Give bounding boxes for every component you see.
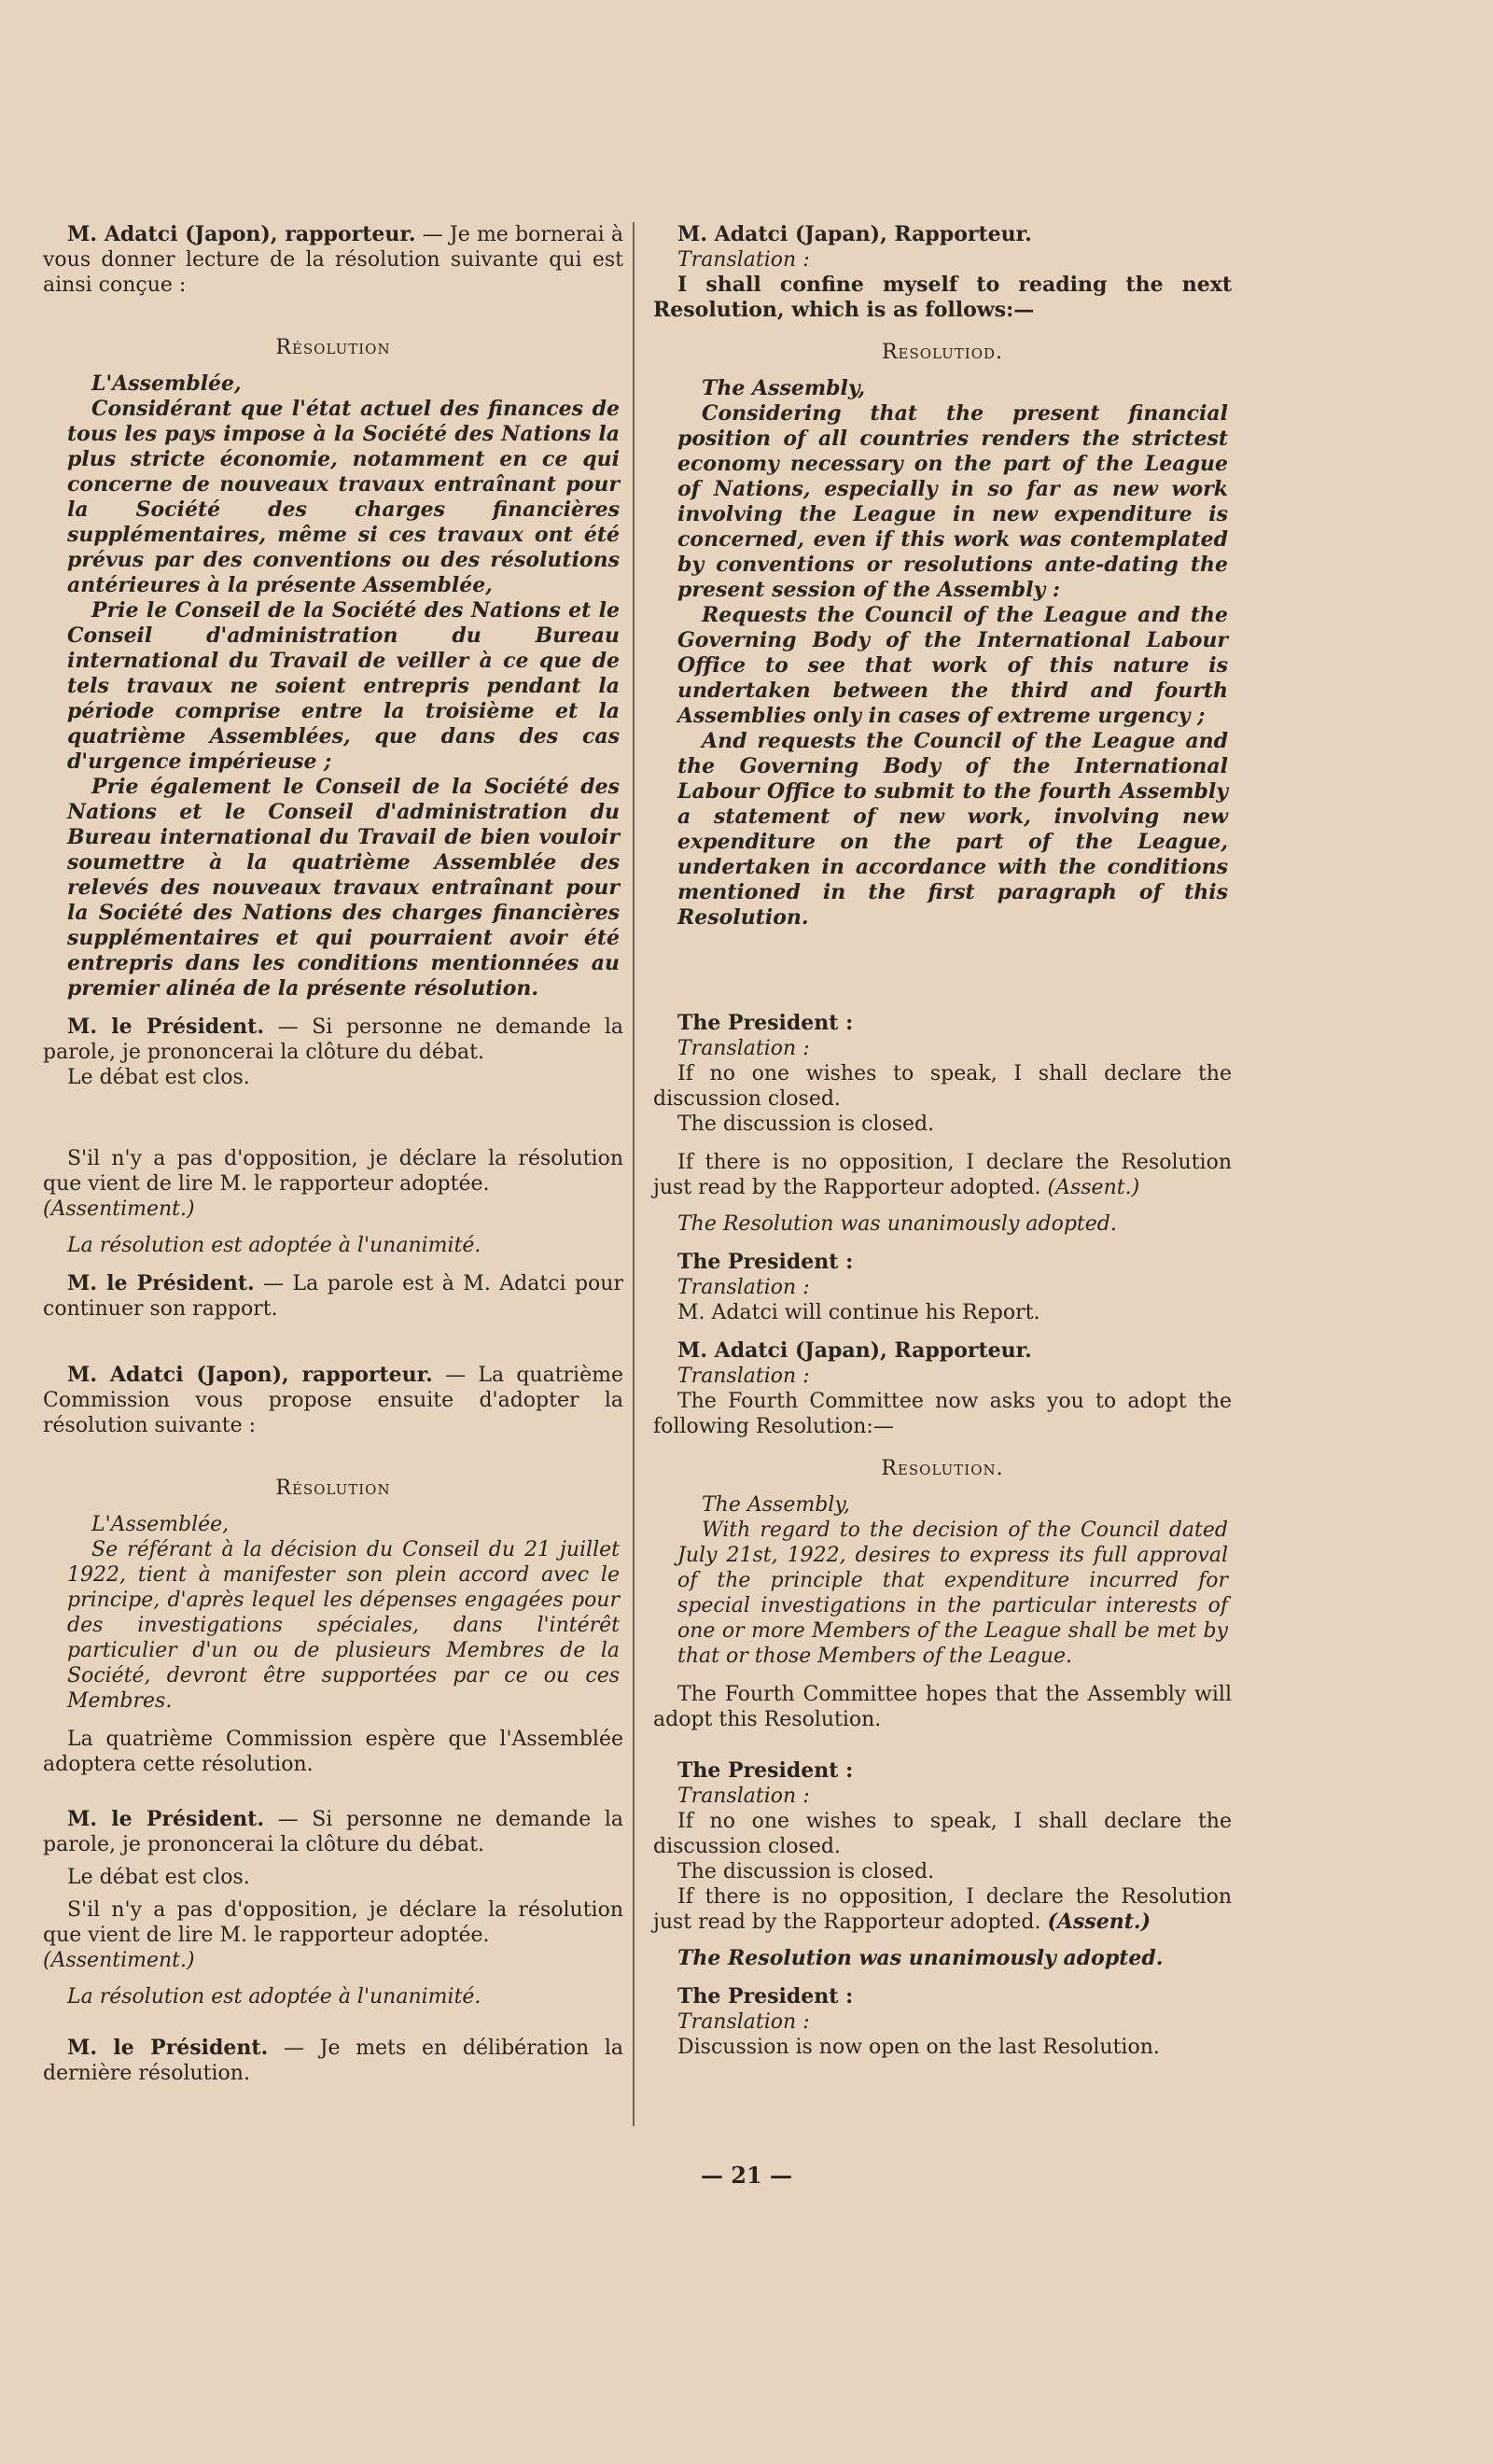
fr-res2-p1: L'Assemblée,	[91, 1513, 230, 1536]
fr-pres2-speaker: M. le Président.	[67, 1271, 255, 1295]
en-adopt1	[653, 1150, 1232, 1200]
fr-res1-body	[43, 371, 623, 1001]
en-pres4-speaker: The President :	[677, 1984, 854, 2009]
en-res1-p4: And requests the Council of the League and the Governing Body of the International Labour Office to submit to the fourth Assembly a statement of new work, involving new expenditure on the part of the League, undertaken in accordance with the conditions mentioned in the first paragraph of this Resolution.	[677, 729, 1228, 930]
en-rapp2-speaker: M. Adatci (Japan), Rapporteur.	[677, 1338, 1032, 1363]
en-pres1-text: If no one wishes to speak, I shall declare the discussion closed.	[653, 1062, 1232, 1111]
fr-intro	[43, 222, 623, 298]
fr-closed2: Le débat est clos.	[67, 1866, 250, 1889]
fr-pres4-speaker: M. le Président.	[67, 2036, 269, 2060]
en-intro-translation: Translation :	[677, 248, 810, 272]
en-res1-body	[653, 376, 1232, 931]
en-res1-p3: Requests the Council of the League and the Governing Body of the International Labour Office to see that work of this nature is undertaken between the third and fourth Assemblies only in cases of extreme urgency ;	[677, 603, 1228, 728]
en-res2-p1: The Assembly,	[702, 1493, 850, 1517]
en-pres3-translation: Translation :	[677, 1785, 810, 1808]
en-pres4-translation: Translation :	[677, 2010, 810, 2034]
page-number: — 21 —	[700, 2162, 793, 2189]
fr-res1-p1: L'Assemblée,	[91, 371, 242, 396]
en-res1-p2: Considering that the present financial position of all countries renders the strictest economy necessary on the part of the League of Nations, especially in so far as new work involving the League in new expenditure is concerned, even if this work was contemplated by conventions or resolutions ante-dating the present session of the Assembly :	[677, 401, 1228, 602]
en-pres3-speaker: The President :	[677, 1758, 854, 1783]
fr-adopt2-assent: (Assentiment.)	[43, 1949, 195, 1972]
en-rapp2-text: The Fourth Committee now asks you to adopt the following Resolution:—	[653, 1390, 1232, 1438]
fr-pres4	[43, 2036, 623, 2086]
en-closed2: The discussion is closed.	[677, 1860, 935, 1883]
fr-pres3	[43, 1807, 623, 1857]
en-pres4-text: Discussion is now open on the last Resolution.	[677, 2036, 1160, 2059]
en-adopt2-text: If there is no opposition, I declare the Resolution just read by the Rapporteur adopted.	[653, 1885, 1232, 1934]
fr-pres4-text: — Je mets en délibération la dernière résolution.	[43, 2037, 623, 2085]
fr-adopt2	[43, 1897, 623, 1973]
fr-pres1-text: — Si personne ne demande la parole, je prononcerai la clôture du débat.	[43, 1015, 623, 1064]
en-res1-heading: Resolutiod.	[881, 341, 1004, 364]
fr-intro-text: — Je me bornerai à vous donner lecture de la résolution suivante qui est ainsi conçue :	[43, 223, 623, 297]
fr-adopted1: La résolution est adoptée à l'unanimité.	[67, 1234, 481, 1257]
en-pres3-text: If no one wishes to speak, I shall declare the discussion closed.	[653, 1810, 1232, 1858]
fr-res2-p2: Se référant à la décision du Conseil du 21 juillet 1922, tient à manifester son plein accord avec le principe, d'après lequel les dépenses engagées pour des investigations spéciales, dans l'intérêt particulier d'un ou de plusieurs Membres de la Société, devront être supportées par ce ou ces Membres.	[67, 1538, 620, 1713]
column-divider	[633, 222, 635, 2126]
fr-res2-heading: Résolution	[275, 1477, 391, 1500]
en-res2-heading: Resolution.	[881, 1457, 1004, 1480]
en-res1-p1: The Assembly,	[702, 376, 866, 400]
fr-closed1: Le débat est clos.	[67, 1066, 250, 1089]
fr-rapp2	[43, 1363, 623, 1438]
fr-pres2	[43, 1271, 623, 1322]
fr-adopt1-assent: (Assentiment.)	[43, 1197, 195, 1221]
fr-adopt2-text: S'il n'y a pas d'opposition, je déclare la résolution que vient de lire M. le rapporteur adoptée.	[43, 1898, 623, 1947]
fr-hope: La quatrième Commission espère que l'Assemblée adoptera cette résolution.	[43, 1728, 623, 1776]
fr-pres3-text: — Si personne ne demande la parole, je prononcerai la clôture du débat.	[43, 1808, 623, 1856]
en-rapp2-translation: Translation :	[677, 1365, 810, 1388]
en-adopted1: The Resolution was unanimously adopted.	[677, 1212, 1117, 1236]
fr-pres1	[43, 1015, 623, 1065]
en-intro-speaker: M. Adatci (Japan), Rapporteur.	[677, 222, 1032, 246]
fr-adopt1	[43, 1146, 623, 1222]
en-adopt1-text: If there is no opposition, I declare the Resolution just read by the Rapporteur adopted.	[653, 1151, 1232, 1199]
en-adopt2	[653, 1884, 1232, 1935]
fr-res1-p4: Prie également le Conseil de la Société des Nations et le Conseil d'administration du Bureau international du Travail de bien vouloir soumettre à la quatrième Assemblée des relevés des nouveaux travaux entraînant pour la Société des Nations des charges financières supplémentaires et qui pourraient avoir été entrepris dans les conditions mentionnées au premier alinéa de la présente résolution.	[67, 775, 620, 1001]
en-hope: The Fourth Committee hopes that the Assembly will adopt this Resolution.	[653, 1683, 1232, 1731]
fr-res2-body	[43, 1512, 623, 1714]
en-closed1: The discussion is closed.	[677, 1113, 935, 1136]
fr-rapp2-speaker: M. Adatci (Japon), rapporteur.	[67, 1363, 433, 1387]
en-intro-text: I shall confine myself to reading the next Resolution, which is as follows:—	[653, 273, 1232, 322]
fr-pres1-speaker: M. le Président.	[67, 1015, 264, 1039]
fr-pres2-text: — La parole est à M. Adatci pour continuer son rapport.	[43, 1272, 623, 1321]
fr-res1-heading: Résolution	[275, 336, 391, 359]
fr-pres3-speaker: M. le Président.	[67, 1807, 264, 1831]
english-column	[653, 222, 1232, 2060]
en-pres2-speaker: The President :	[677, 1250, 854, 1274]
en-res2-body	[653, 1492, 1232, 1669]
en-pres1-translation: Translation :	[677, 1037, 810, 1060]
fr-res1-p2: Considérant que l'état actuel des finances de tous les pays impose à la Société des Nations la plus stricte économie, notamment en ce qui concerne de nouveaux travaux entraînant pour la Société des charges financières supplémentaires, même si ces travaux ont été prévus par des conventions ou des résolutions antérieures à la présente Assemblée,	[67, 397, 620, 597]
fr-res1-p3: Prie le Conseil de la Société des Nations et le Conseil d'administration du Bureau international du Travail de veiller à ce que de tels travaux ne soient entrepris pendant la période comprise entre la troisième et la quatrième Assemblées, que dans des cas d'urgence impérieuse ;	[67, 598, 620, 774]
en-adopt2-assent: (Assent.)	[1047, 1910, 1151, 1934]
en-res2-p2: With regard to the decision of the Council dated July 21st, 1922, desires to express its full approval of the principle that expenditure incurred for special investigations in the particular interests of one or more Members of the League shall be met by that or those Members of the League.	[677, 1519, 1228, 1668]
en-pres1-speaker: The President :	[677, 1011, 854, 1035]
fr-rapp2-text: — La quatrième Commission vous propose ensuite d'adopter la résolution suivante :	[43, 1364, 623, 1437]
en-pres2-translation: Translation :	[677, 1276, 810, 1299]
fr-intro-speaker: M. Adatci (Japon), rapporteur.	[67, 222, 416, 246]
fr-adopted2: La résolution est adoptée à l'unanimité.	[67, 1985, 481, 2009]
fr-adopt1-text: S'il n'y a pas d'opposition, je déclare la résolution que vient de lire M. le rapporteur adoptée.	[43, 1147, 623, 1196]
en-adopted2: The Resolution was unanimously adopted.	[677, 1946, 1164, 1970]
en-pres2-text: M. Adatci will continue his Report.	[677, 1301, 1040, 1324]
en-adopt1-assent: (Assent.)	[1047, 1176, 1140, 1199]
french-column	[43, 222, 623, 2086]
